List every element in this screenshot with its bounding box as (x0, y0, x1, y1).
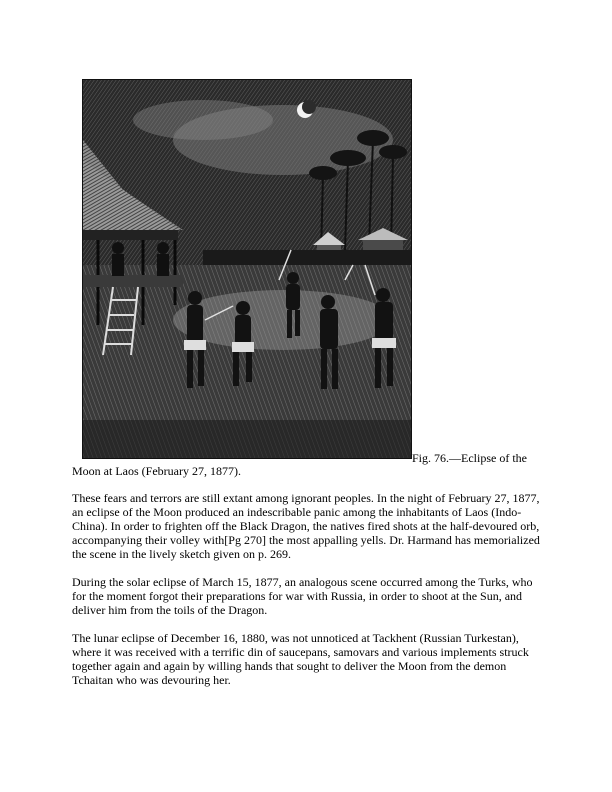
figure-caption-part1: Fig. 76.—Eclipse of the (412, 451, 527, 465)
body-paragraph: The lunar eclipse of December 16, 1880, was not unnoticed at Tackhent (Russian Turkestan), where it was received with a terrific din of saucepans, samovars and various implements struck together again and again by willing hands that sought to deliver the Moon from the demon Tchaitan who was devouring her. (72, 631, 529, 687)
body-paragraph: These fears and terrors are still extant among ignorant peoples. In the night of February 27, 1877, an eclipse of the Moon produced an indescribable panic among the inhabitants of Laos (Indo-China). In order to frighten off the Black Dragon, the natives fired shots at the half-devoured orb, accompanying their volley with[Pg 270] the most appalling yells. Dr. Harmand has memorialized the scene in the lively sketch given on p. 269. (72, 491, 540, 561)
eclipse-engraving-image (82, 79, 412, 459)
figure-caption-part2: Moon at Laos (February 27, 1877). (72, 464, 241, 478)
figure (72, 73, 532, 478)
body-paragraph: During the solar eclipse of March 15, 1877, an analogous scene occurred among the Turks, who for the moment forgot their preparations for war with Russia, in order to shoot at the Sun, and deliver him from the toils of the Dragon. (72, 575, 533, 617)
